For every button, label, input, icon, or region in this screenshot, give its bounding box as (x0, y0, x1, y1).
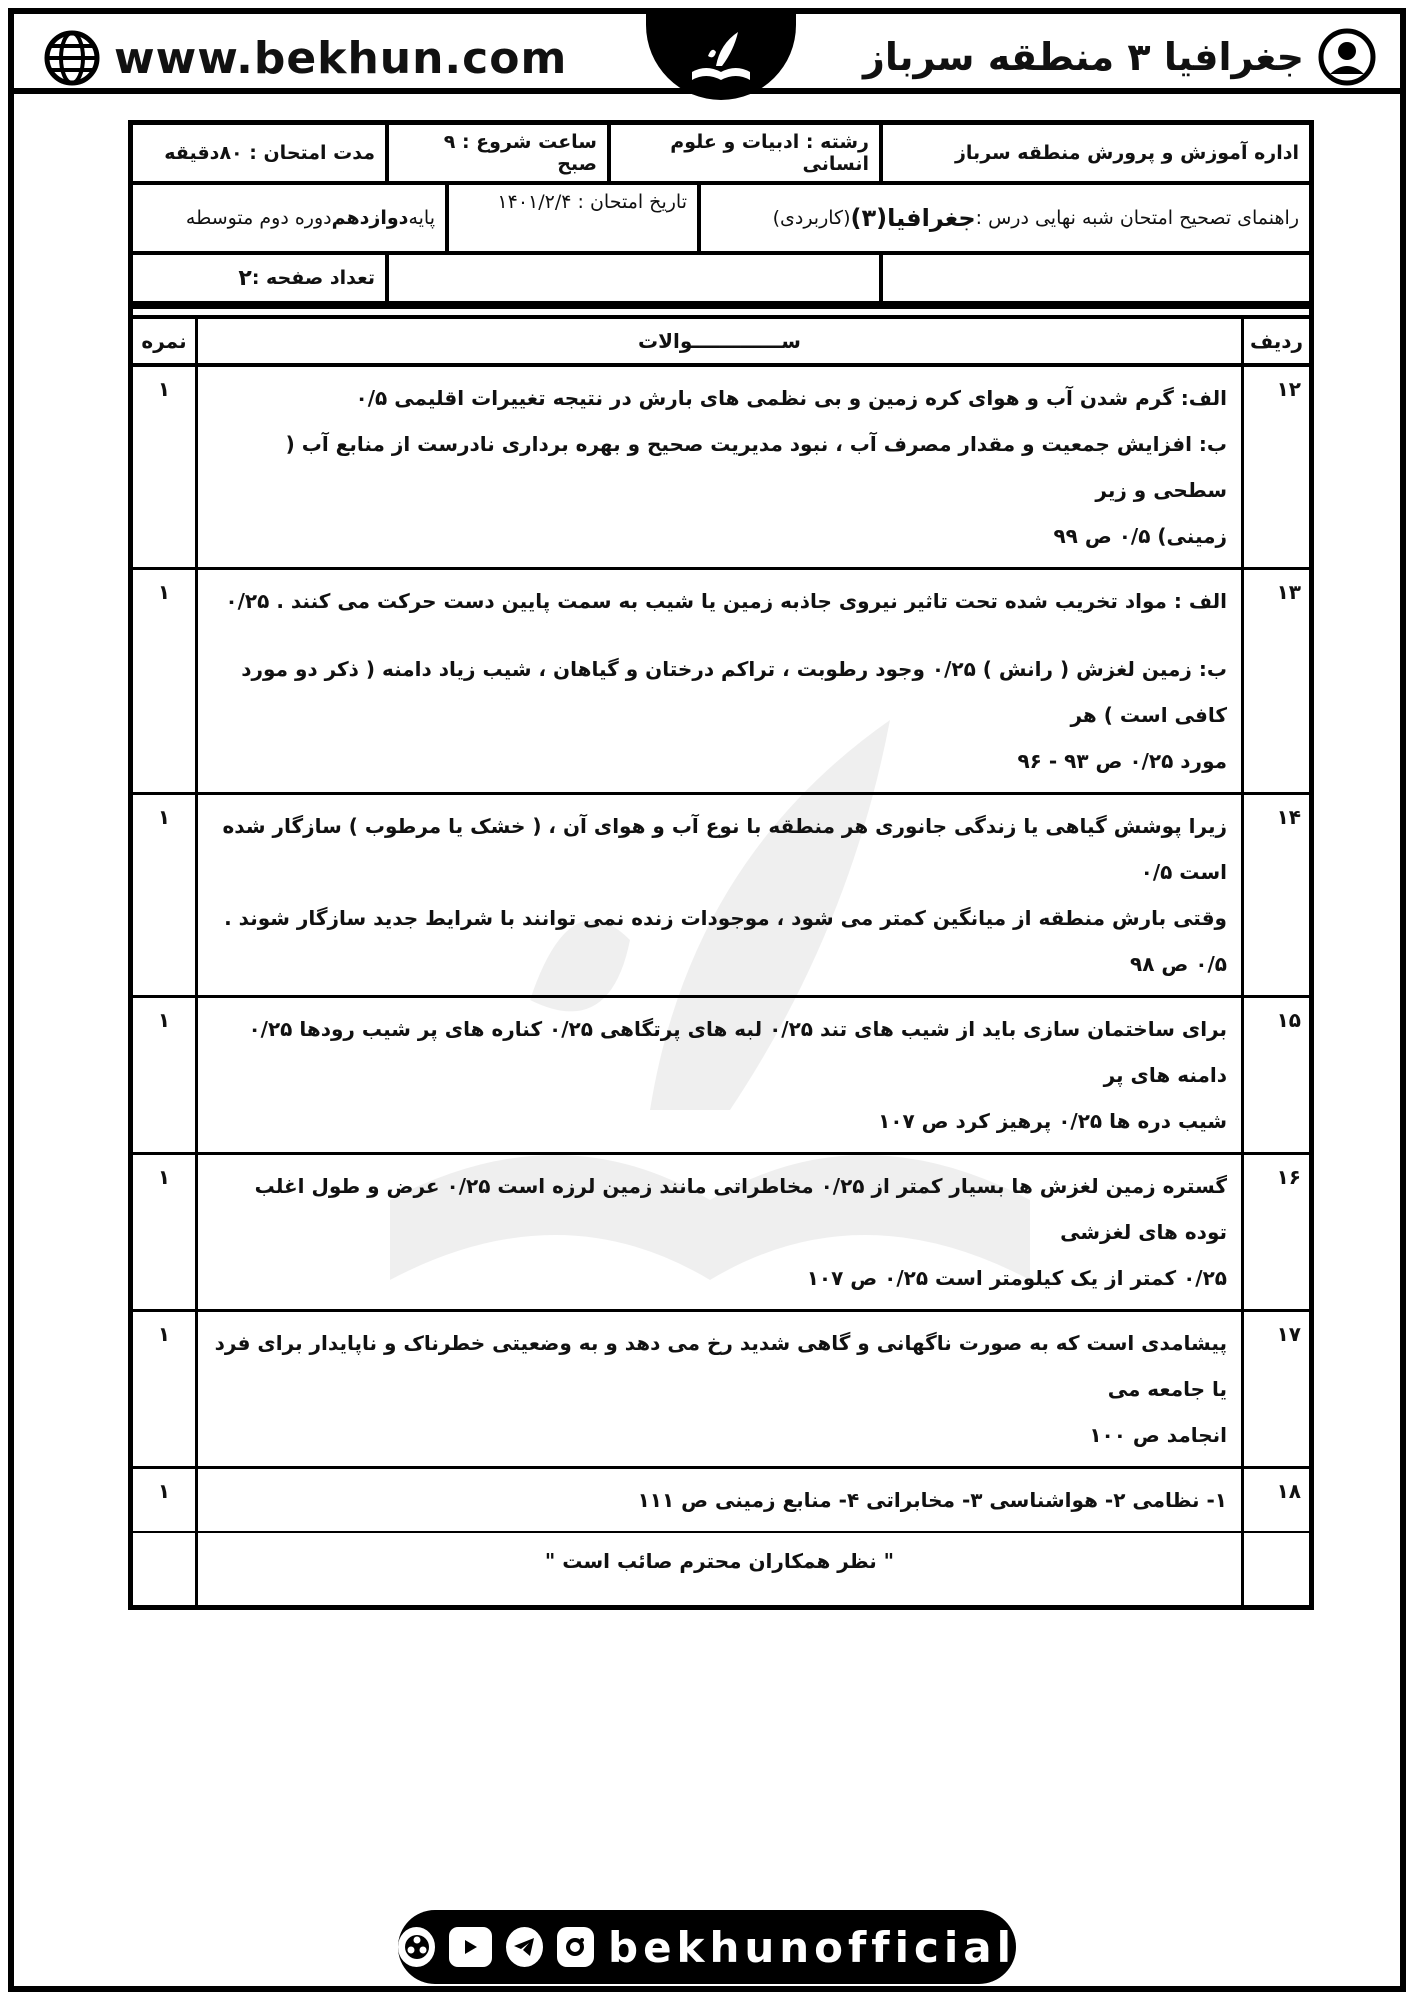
field-of-study: رشته : ادبیات و علوم انسانی (607, 125, 879, 181)
grade-prefix: پایه (408, 207, 435, 229)
question-score: ۱ (157, 377, 171, 401)
answer-line: ب: زمین لغزش ( رانش ) ۰/۲۵ وجود رطوبت ، تراکم درختان و گیاهان ، شیب زیاد دامنه ( ذکر دو مورد کافی است ) هر (241, 657, 1227, 727)
answer-line: شیب دره ها ۰/۲۵ پرهیز کرد ص ۱۰۷ (878, 1109, 1227, 1133)
empty-cell (133, 1533, 195, 1605)
page-count-label: تعداد صفحه : (251, 267, 375, 289)
table-row (133, 1312, 1309, 1469)
page-title: جغرافیا ۳ منطقه سرباز (863, 35, 1304, 79)
answer-line: برای ساختمان سازی باید از شیب های تند ۰/۲۵ لبه های پرتگاهی ۰/۲۵ کناره های پر شیب رودها ۰/۲۵ دامنه های پر (248, 1017, 1227, 1087)
empty-cell (1241, 1533, 1309, 1605)
table-row (133, 367, 1309, 570)
empty-cell (879, 255, 1309, 301)
telegram-icon[interactable] (506, 1927, 543, 1967)
closing-row (133, 1531, 1309, 1605)
question-rows (133, 367, 1309, 1531)
answer-line: الف : مواد تخریب شده تحت تاثیر نیروی جاذبه زمین یا شیب به سمت پایین دست حرکت می کنند . ۰/۲۵ (225, 589, 1227, 613)
camera-lens-icon[interactable] (398, 1927, 435, 1967)
answer-line: گستره زمین لغزش ها بسیار کمتر از ۰/۲۵ مخاطراتی مانند زمین لرزه است ۰/۲۵ عرض و طول اغلب توده های لغزشی (254, 1174, 1227, 1244)
page-header (14, 14, 1400, 88)
answer-line: وقتی بارش منطقه از میانگین کمتر می شود ، موجودات زنده نمی توانند با شرایط جدید سازگار شوند . ۰/۵ ص ۹۸ (224, 906, 1227, 976)
question-number: ۱۶ (1241, 1155, 1309, 1309)
table-row (133, 998, 1309, 1155)
answer-line: زیرا پوشش گیاهی یا زندگی جانوری هر منطقه با نوع آب و هوای آن ، ( خشک یا مرطوب ) سازگار شده است ۰/۵ (222, 814, 1227, 884)
empty-cell (385, 255, 879, 301)
table-row (133, 1155, 1309, 1312)
answer-line: ب: افزایش جمعیت و مقدار مصرف آب ، نبود مدیریت صحیح و بهره برداری نادرست از منابع آب ( سطحی و زیر (285, 432, 1227, 502)
course-type: (کاربردی) (772, 207, 851, 229)
exam-answer-sheet (128, 120, 1314, 1610)
answer-text (195, 1155, 1241, 1309)
closing-note: " نظر همکاران محترم صائب است " (195, 1533, 1241, 1605)
answer-text (195, 367, 1241, 567)
social-footer (398, 1910, 1016, 1984)
header-score: نمره (141, 329, 187, 353)
exam-duration: مدت امتحان : ۸۰دقیقه (164, 142, 375, 164)
page-count (133, 255, 385, 301)
site-url: www.bekhun.com (114, 32, 568, 84)
table-row (133, 795, 1309, 998)
header-questions: ســـــــــــــوالات (195, 319, 1241, 363)
question-score: ۱ (157, 1008, 171, 1032)
user-avatar-icon (1318, 28, 1376, 86)
course-name: جغرافیا(۳) (850, 204, 976, 232)
office-name: اداره آموزش و پرورش منطقه سرباز (879, 125, 1309, 181)
globe-icon (44, 30, 100, 86)
answer-line: پیشامدی است که به صورت ناگهانی و گاهی شدید رخ می دهد و به وضعیتی خطرناک و ناپایدار برای فرد یا جامعه می (214, 1331, 1227, 1401)
answer-line: زمینی) ۰/۵ ص ۹۹ (1053, 524, 1227, 548)
answer-line (212, 624, 1227, 646)
social-handle[interactable]: bekhunofficial (608, 1922, 1017, 1972)
table-row (133, 570, 1309, 795)
guide-prefix: راهنمای تصحیح امتحان شبه نهایی درس : (975, 207, 1299, 229)
page-count-value: ۲ (238, 265, 252, 291)
start-time: ساعت شروع : ۹ صبح (385, 125, 607, 181)
questions-table (133, 319, 1309, 1605)
header-row-number: ردیف (1241, 319, 1309, 363)
exam-date: تاریخ امتحان : ۱۴۰۱/۲/۴ (445, 185, 697, 251)
exam-info-row-3 (133, 255, 1309, 305)
section-divider (133, 305, 1309, 319)
question-score: ۱ (157, 1165, 171, 1189)
grade-bold: دوازدهم (331, 207, 409, 229)
course-guide-title (697, 185, 1309, 251)
question-number: ۱۴ (1241, 795, 1309, 995)
question-number: ۱۲ (1241, 367, 1309, 567)
answer-text (195, 998, 1241, 1152)
question-number: ۱۳ (1241, 570, 1309, 792)
question-score: ۱ (157, 1479, 171, 1503)
instagram-icon[interactable] (557, 1927, 594, 1967)
header-title-group (863, 28, 1376, 86)
answer-text (195, 795, 1241, 995)
answer-text (195, 1312, 1241, 1466)
answer-line: ۱- نظامی ۲- هواشناسی ۳- مخابراتی ۴- منابع زمینی ص ۱۱۱ (637, 1488, 1227, 1512)
youtube-icon[interactable] (449, 1927, 492, 1967)
site-link[interactable] (44, 30, 567, 86)
question-score: ۱ (157, 1322, 171, 1346)
answer-text (195, 1469, 1241, 1531)
table-header-row (133, 319, 1309, 367)
answer-line: انجامد ص ۱۰۰ (1089, 1423, 1227, 1447)
answer-text (195, 570, 1241, 792)
header-divider (14, 88, 1400, 94)
exam-info-row-2 (133, 185, 1309, 255)
answer-line: الف: گرم شدن آب و هوای کره زمین و بی نظمی های بارش در نتیجه تغییرات اقلیمی ۰/۵ (355, 386, 1227, 410)
question-number: ۱۷ (1241, 1312, 1309, 1466)
question-number: ۱۵ (1241, 998, 1309, 1152)
exam-info-row-1 (133, 125, 1309, 185)
answer-line: ۰/۲۵ کمتر از یک کیلومتر است ۰/۲۵ ص ۱۰۷ (806, 1266, 1227, 1290)
table-row (133, 1469, 1309, 1531)
grade-level (133, 185, 445, 251)
question-number: ۱۸ (1241, 1469, 1309, 1531)
grade-suffix: دوره دوم متوسطه (185, 207, 332, 229)
book-pen-logo-icon (686, 26, 756, 88)
question-score: ۱ (157, 580, 171, 604)
question-score: ۱ (157, 805, 171, 829)
answer-line: مورد ۰/۲۵ ص ۹۳ - ۹۶ (1017, 749, 1227, 773)
